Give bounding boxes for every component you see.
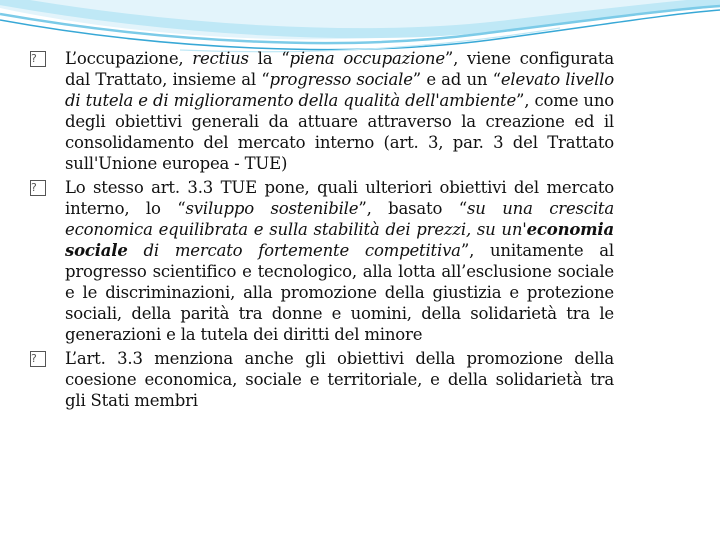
bullet-text-segment: di mercato fortemente competitiva [127, 241, 461, 260]
bullet-text-segment: Lo stesso art. 3.3 TUE pone, quali ulteriori obiettivi del mercato interno, lo “ [65, 178, 614, 218]
bullet-text-segment: ”, basato “ [358, 199, 467, 218]
bullet-text-segment: su una crescita economica equilibrata e sulla stabilità dei prezzi, su un' [65, 199, 614, 239]
bullet-text-segment: economia sociale [65, 220, 614, 260]
bullet-item [30, 348, 614, 411]
bullet-text-segment: ” e ad un “ [412, 70, 501, 89]
bullet-text-segment: sviluppo sostenibile [185, 199, 359, 218]
bullet-text-segment: piena occupazione [289, 49, 445, 68]
bullet-marker-icon: ? [30, 351, 46, 367]
bullet-text-segment: la “ [248, 49, 290, 68]
bullet-text-segment: ”, viene configurata dal Trattato, insieme al “ [65, 49, 614, 89]
bullet-list [30, 48, 614, 414]
bullet-marker-icon: ? [30, 51, 46, 67]
bullet-text-segment: elevato livello di tutela e di miglioramento della qualità dell'ambiente [65, 70, 614, 110]
bullet-text-segment: rectius [192, 49, 249, 68]
bullet-text-segment: progresso sociale [269, 70, 413, 89]
bullet-text-segment: ”, unitamente al progresso scientifico e tecnologico, alla lotta all’esclusione sociale e le discriminazioni, alla promozione della giustizia e protezione sociali, della parità tra donne e uomini, della solidarietà tra le generazioni e la tutela dei diritti del minore [65, 241, 614, 344]
bullet-text-segment: L’occupazione, [65, 49, 193, 68]
bullet-marker-icon: ? [30, 180, 46, 196]
bullet-text-segment: ”, come uno degli obiettivi generali da attuare attraverso la creazione ed il consolidamento del mercato interno (art. 3, par. 3 del Trattato sull'Unione europea - TUE) [65, 91, 614, 173]
bullet-item [30, 48, 614, 174]
bullet-item [30, 177, 614, 345]
bullet-text-segment: L’art. 3.3 menziona anche gli obiettivi della promozione della coesione economica, sociale e territoriale, e della solidarietà tra gli Stati membri [65, 349, 614, 410]
